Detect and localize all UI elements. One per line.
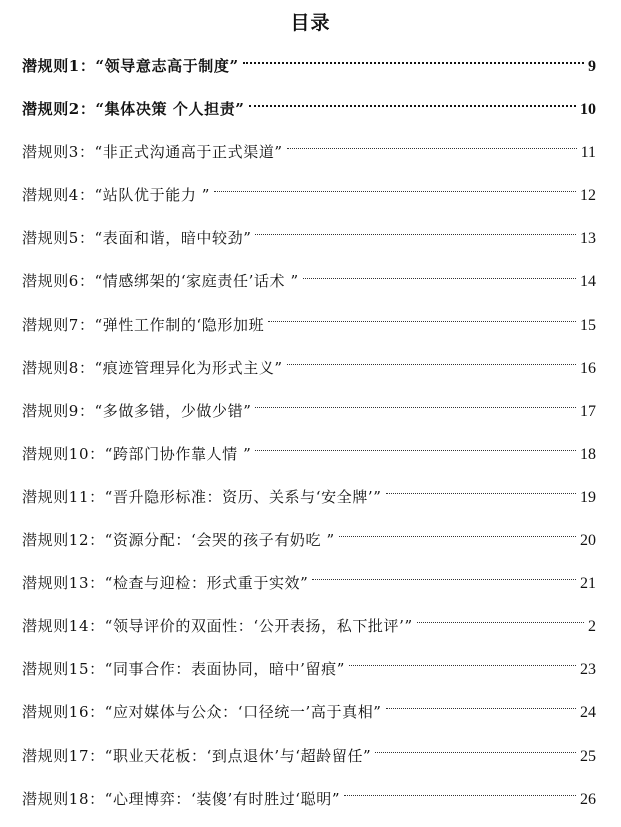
dot-leader <box>255 450 576 451</box>
toc-entry-label: 潜规则16：“应对媒体与公众：‘口径统一’高于真相” <box>22 703 382 722</box>
toc-entry[interactable] <box>22 88 596 131</box>
table-of-contents <box>22 45 596 821</box>
toc-entry-label: 潜规则1：“领导意志高于制度” <box>22 57 239 75</box>
toc-entry-label: 潜规则18：“心理博弈：‘装傻’有时胜过‘聪明” <box>22 789 341 808</box>
toc-entry[interactable] <box>22 735 596 778</box>
toc-entry[interactable] <box>22 562 596 605</box>
dot-leader <box>386 708 576 709</box>
toc-entry[interactable] <box>22 131 596 174</box>
toc-entry-page: 24 <box>580 704 596 722</box>
dot-leader <box>243 62 584 64</box>
dot-leader <box>255 234 576 235</box>
toc-entry-label: 潜规则8：“痕迹管理异化为形式主义” <box>22 358 283 377</box>
dot-leader <box>287 148 577 149</box>
dot-leader <box>386 493 576 494</box>
toc-entry[interactable] <box>22 347 596 390</box>
toc-entry-page: 20 <box>580 532 596 550</box>
toc-entry-page: 2 <box>588 618 596 636</box>
toc-entry[interactable] <box>22 390 596 433</box>
toc-entry-label: 潜规则9：“多做多错，少做少错” <box>22 401 252 420</box>
toc-entry[interactable] <box>22 519 596 562</box>
toc-entry-page: 13 <box>580 230 596 248</box>
toc-entry[interactable] <box>22 691 596 734</box>
toc-entry[interactable] <box>22 45 596 88</box>
toc-entry-label: 潜规则4：“站队优于能力 ” <box>22 186 211 205</box>
toc-entry-label: 潜规则11：“晋升隐形标准：资历、关系与‘安全牌’” <box>22 487 382 506</box>
toc-entry-label: 潜规则3：“非正式沟通高于正式渠道” <box>22 143 283 162</box>
toc-entry-label: 潜规则7：“弹性工作制的‘隐形加班 <box>22 315 265 334</box>
dot-leader <box>287 364 576 365</box>
toc-entry-page: 9 <box>588 58 596 75</box>
toc-entry-page: 18 <box>580 445 596 463</box>
toc-entry-page: 26 <box>580 790 596 808</box>
dot-leader <box>344 795 576 796</box>
dot-leader <box>249 105 576 107</box>
toc-entry-page: 19 <box>580 488 596 506</box>
toc-entry-page: 14 <box>580 273 596 291</box>
dot-leader <box>214 191 576 192</box>
toc-entry-page: 17 <box>580 402 596 420</box>
toc-entry[interactable] <box>22 433 596 476</box>
toc-entry[interactable] <box>22 648 596 691</box>
toc-entry-page: 15 <box>580 316 596 334</box>
toc-entry[interactable] <box>22 476 596 519</box>
toc-entry-label: 潜规则15：“同事合作：表面协同，暗中’留痕” <box>22 660 345 679</box>
dot-leader <box>375 752 576 753</box>
toc-entry-label: 潜规则2：“集体决策 个人担责” <box>22 100 245 119</box>
toc-entry[interactable] <box>22 174 596 217</box>
dot-leader <box>349 665 576 666</box>
toc-title: 目录 <box>290 12 331 34</box>
dot-leader <box>255 407 576 408</box>
toc-entry-label: 潜规则5：“表面和谐，暗中较劲” <box>22 229 252 248</box>
dot-leader <box>303 278 576 279</box>
toc-entry-label: 潜规则12：“资源分配：‘会哭的孩子有奶吃 ” <box>22 531 335 550</box>
toc-entry-page: 23 <box>580 661 596 679</box>
dot-leader <box>312 579 576 580</box>
toc-entry-page: 10 <box>580 101 596 119</box>
toc-entry[interactable] <box>22 304 596 347</box>
toc-entry[interactable] <box>22 778 596 821</box>
toc-entry-label: 潜规则14：“领导评价的双面性：‘公开表扬，私下批评’” <box>22 617 413 636</box>
dot-leader <box>339 536 576 537</box>
toc-entry-page: 25 <box>580 747 596 765</box>
toc-entry-label: 潜规则17：“职业天花板：‘到点退休’与‘超龄留任” <box>22 746 372 765</box>
toc-entry[interactable] <box>22 260 596 303</box>
toc-entry-page: 21 <box>580 575 596 593</box>
toc-entry-page: 16 <box>580 359 596 377</box>
toc-entry[interactable] <box>22 605 596 648</box>
toc-entry-label: 潜规则6：“情感绑架的‘家庭责任’话术 ” <box>22 272 299 291</box>
dot-leader <box>417 622 584 623</box>
toc-entry-page: 11 <box>580 144 596 162</box>
toc-entry-page: 12 <box>580 187 596 205</box>
dot-leader <box>268 321 576 322</box>
toc-entry-label: 潜规则10：“跨部门协作靠人情 ” <box>22 444 252 463</box>
toc-entry-label: 潜规则13：“检查与迎检：形式重于实效” <box>22 574 309 593</box>
toc-entry[interactable] <box>22 217 596 260</box>
